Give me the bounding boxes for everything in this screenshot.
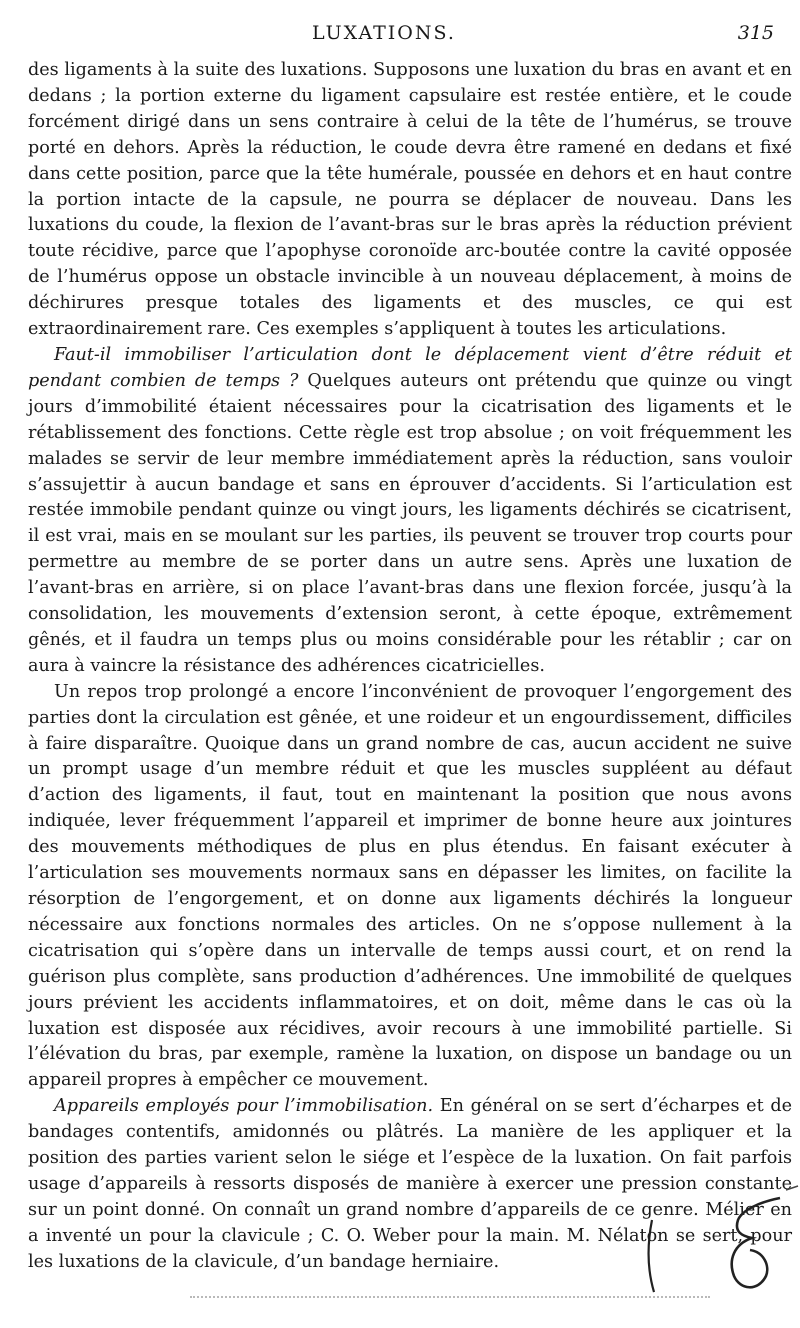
handwritten-mark-icon xyxy=(630,1180,800,1300)
page-number: 315 xyxy=(737,22,774,44)
paragraph-4-text: En général on se sert d’écharpes et de bandages contentifs, amidonnés ou plâtrés. La manière de les appliquer et la position des parties varient selon le siége et l’espèce de la luxation. On fait parfois usage d’appareils à ressorts disposés de manière à exercer une pression constante sur un point donné. On connaît un grand nombre d’appareils de ce genre. Mélier en a inventé un pour la clavicule ; C. O. Weber pour la main. M. Nélaton se sert, pour les luxations de la clavicule, d’un bandage herniaire. xyxy=(28,1096,792,1272)
page-header xyxy=(0,22,800,52)
paragraph-2-text: Quelques auteurs ont prétendu que quinze ou vingt jours d’immobilité étaient nécessaires pour la cicatrisation des ligaments et le rétablissement des fonctions. Cette règle est trop absolue ; on voit fréquemment les malades se servir de leur membre immédiatement après la réduction, sans vouloir s’assujettir à aucun bandage et sans en éprouver d’accidents. Si l’articulation est restée immobile pendant quinze ou vingt jours, les ligaments déchirés se cicatrisent, il est vrai, mais en se moulant sur les parties, ils peuvent se trouver trop courts pour permettre au membre de se porter dans un autre sens. Après une luxation de l’avant-bras en arrière, si on place l’avant-bras dans une flexion forcée, jusqu’à la consolidation, les mouvements d’extension seront, à cette époque, extrêmement gênés, et il faudra un temps plus ou moins considérable pour les rétablir ; car on aura à vaincre la résistance des adhérences cicatricielles. xyxy=(28,370,792,676)
body-text xyxy=(28,58,792,1276)
paragraph-3 xyxy=(28,680,792,1095)
running-title: LUXATIONS. xyxy=(312,22,456,44)
paragraph-2 xyxy=(28,343,792,680)
paragraph-2-lead: Faut-il immobiliser l’articulation dont le déplacement vient d’être réduit et pendant combien de temps ? xyxy=(28,344,792,391)
paragraph-4-lead: Appareils employés pour l’immobilisation. xyxy=(54,1096,434,1117)
scan-artifact xyxy=(190,1296,710,1304)
paragraph-1-text: des ligaments à la suite des luxations. Supposons une luxation du bras en avant et en dedans ; la portion externe du ligament capsulaire est restée entière, et le coude forcément dirigé dans un sens contraire à celui de la tête de l’humérus, se trouve porté en dehors. Après la réduction, le coude devra être ramené en dedans et fixé dans cette position, parce que la tête humérale, poussée en dehors et en haut contre la portion intacte de la capsule, ne pourra se déplacer de nouveau. Dans les luxations du coude, la flexion de l’avant-bras sur le bras après la réduction prévient toute récidive, parce que l’apophyse coronoïde arc-boutée contre la cavité opposée de l’humérus oppose un obstacle invincible à un nouveau déplacement, à moins de déchirures presque totales des ligaments et des muscles, ce qui est extraordinairement rare. Ces exemples s’appliquent à toutes les articulations. xyxy=(28,60,792,340)
paragraph-3-text: Un repos trop prolongé a encore l’inconvénient de provoquer l’engorgement des parties dont la circulation est gênée, et une roideur et un engourdissement, difficiles à faire disparaître. Quoique dans un grand nombre de cas, aucun accident ne suive un prompt usage d’un membre réduit et que les muscles suppléent au défaut d’action des ligaments, il faut, tout en maintenant la position que nous avons indiquée, lever fréquemment l’appareil et imprimer de bonne heure aux jointures des mouvements méthodiques de plus en plus étendus. En faisant exécuter à l’articulation ses mouvements normaux sans en dépasser les limites, on facilite la résorption de l’engorgement, et on donne aux ligaments déchirés la longueur nécessaire aux fonctions normales des articles. On ne s’oppose nullement à la cicatrisation qui s’opère dans un intervalle de temps aussi court, et on rend la guérison plus complète, sans production d’adhérences. Une immobilité de quelques jours prévient les accidents inflammatoires, et on doit, même dans le cas où la luxation est disposée aux récidives, avoir recours à une immobilité partielle. Si l’élévation du bras, par exemple, ramène la luxation, on dispose un bandage ou un appareil propres à empêcher ce mouvement. xyxy=(28,681,792,1091)
paragraph-1 xyxy=(28,58,792,343)
